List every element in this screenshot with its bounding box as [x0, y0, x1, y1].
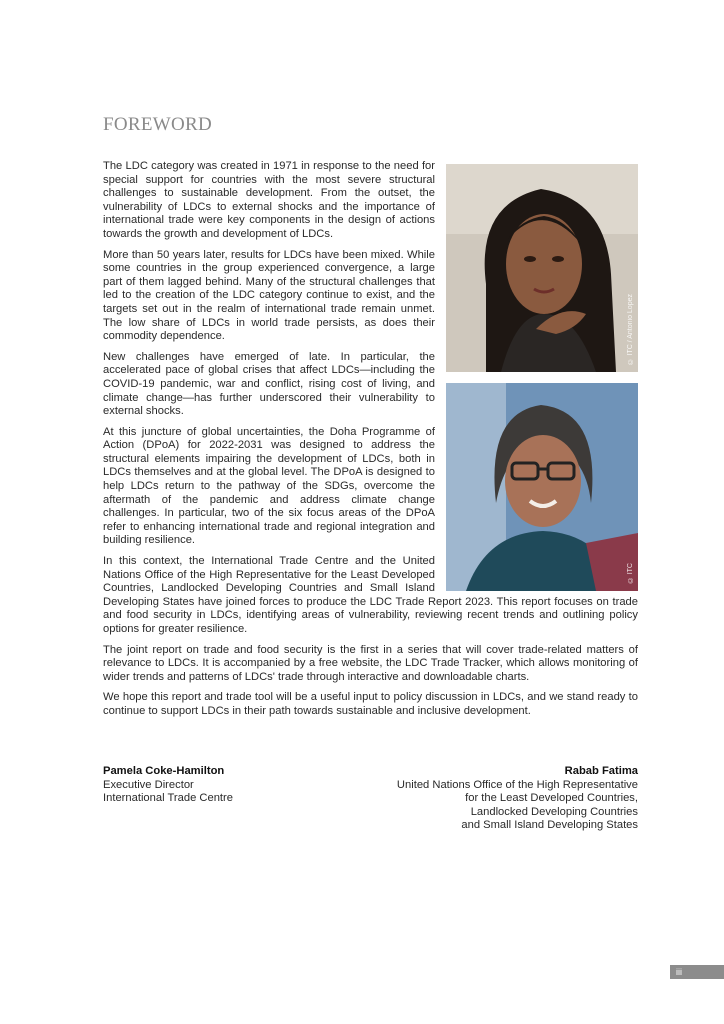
signatory-organization-line: for the Least Developed Countries, [465, 792, 638, 805]
signatory-organization-line: and Small Island Developing States [461, 819, 638, 832]
signatory-title: Executive Director [103, 778, 194, 791]
signatory-organization: International Trade Centre [103, 792, 233, 805]
paragraph: New challenges have emerged of late. In particular, the accelerated pace of global crises that affect LDCs—including the COVID-19 pandemic, war and conflict, rising cost of living, and climate change—has further underscored their vulnerability to external shocks. [103, 350, 435, 418]
photo-credit: © ITC / Antonio Lopez [627, 293, 634, 364]
page-number: iii [670, 965, 724, 979]
paragraph: The LDC category was created in 1971 in response to the need for special support for countries with the most severe structural challenges to sustainable development. From the outset, the vulnerability of LDCs to external shocks and the importance of international trade were key components in the design of actions towards the growth and development of LDCs. [103, 160, 435, 240]
paragraph: At this juncture of global uncertainties, the Doha Programme of Action (DPoA) for 2022-2031 was designed to address the structural elements impairing the development of LDCs, both in LDCs themselves and at the global level. The DPoA is designed to help LDCs return to the pathway of the SDGs, overcome the aftermath of the pandemic and address climate change challenges. In particular, two of the six focus areas of the DPoA refer to enhancing international trade and regional integration and building resilience. [103, 425, 435, 547]
paragraph: The joint report on trade and food security is the first in a series that will cover trade-related matters of relevance to LDCs. It is accompanied by a free website, the LDC Trade Tracker, which allows monitoring of wider trends and patterns of LDCs' trade through interactive and downloadable charts. [103, 643, 638, 683]
page-title: FOREWORD [103, 113, 213, 135]
paragraph: In this context, the International Trade Centre and the United Nations Office of the High Representative for the Least Developed Countries, Landlocked Developing Countries and Small Island Developing States have joined forces to produce the LDC Trade Report 2023. This report focuses on trade and food security in LDCs, identifying areas of vulnerability, reviewing recent trends and outlining policy options for greater resilience. [103, 555, 638, 635]
signatory-name: Rabab Fatima [564, 765, 638, 777]
signatory-organization-line: United Nations Office of the High Representative [396, 778, 638, 791]
signature-block-right [397, 765, 638, 833]
signatory-name: Pamela Coke-Hamilton [103, 765, 225, 777]
photo-credit: © ITC [627, 562, 634, 583]
signature-block-left [103, 765, 233, 806]
paragraph: More than 50 years later, results for LDCs have been mixed. While some countries in the group experienced convergence, a large part of them lagged behind. Many of the structural challenges that led to the creation of the LDC category continue to exist, and the targets set out in the realm of international trade remain unmet. The low share of LDCs in world trade persists, as does their commodity dependence. [103, 248, 435, 343]
foreword-body [103, 160, 638, 726]
signatory-organization-line: Landlocked Developing Countries [470, 805, 638, 818]
paragraph: We hope this report and trade tool will be a useful input to policy discussion in LDCs, and we stand ready to continue to support LDCs in their path towards sustainable and inclusive development. [103, 691, 638, 717]
